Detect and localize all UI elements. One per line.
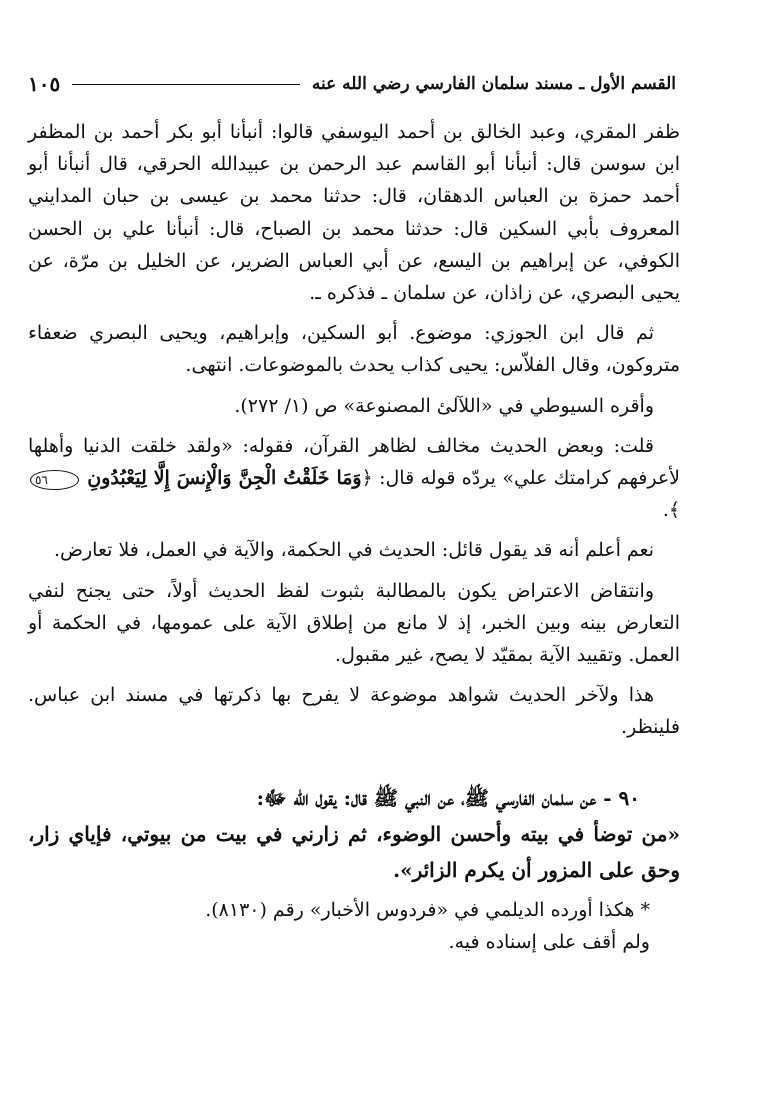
quran-close-text: ﴾. xyxy=(662,499,680,522)
quran-verse: وَمَا خَلَقْتُ الْجِنَّ وَالْإِنسَ إِلَّا لِيَعْبُدُونِ xyxy=(87,467,362,490)
note-daylami: * هكذا أورده الديلمي في «فردوس الأخبار» رقم (٨١٣٠). xyxy=(205,898,650,921)
hadith-text: «من توضأ في بيته وأحسن الوضوء، ثم زارني في بيت من بيوتي، فإياي زار، وحق على المزور أن يكرم الزائر». xyxy=(28,821,680,882)
paragraph-ibn-jawzi: ثم قال ابن الجوزي: موضوع. أبو السكين، وإبراهيم، ويحيى البصري ضعفاء متروكون، وقال الفلاّس: يحيى كذاب يحدث بالموضوعات. انتهى. xyxy=(28,322,680,377)
paragraph-shawahid: هذا ولآخر الحديث شواهد موضوعة لا يفرح بها ذكرتها في مسند ابن عباس. فلينظر. xyxy=(28,684,680,739)
page-body xyxy=(28,116,680,958)
paragraph-quran-objection xyxy=(28,430,680,527)
ayah-number-badge: ٥٦ xyxy=(30,470,79,490)
paragraph-possible-reply: نعم أعلم أنه قد يقول قائل: الحديث في الحكمة، والآية في العمل، فلا تعارض. xyxy=(53,539,654,562)
page-number: ١٠٥ xyxy=(28,72,61,96)
hadith-heading: ٩٠ - عن سلمان الفارسي ﷺ، عن النبي ﷺ قال: يقول الله ﷻ: xyxy=(256,785,640,810)
page-header xyxy=(28,68,676,100)
running-title: القسم الأول ـ مسند سلمان الفارسي رضي الله عنه xyxy=(311,74,676,94)
paragraph-rebuttal: وانتقاض الاعتراض يكون بالمطالبة بثبوت لفظ الحديث أولاً، حتى يجنح لنفي التعارض بينه وبين الخبر، إذ لا مانع من إطلاق الآية على عمومها، في الحكمة أو العمل. وتقييد الآية بمقيّد لا يصح، غير مقبول. xyxy=(28,579,680,667)
header-rule xyxy=(72,84,300,85)
paragraph-suyuti: وأقره السيوطي في «اللآلئ المصنوعة» ص (١/ ٢٧٢). xyxy=(234,394,654,417)
quran-intro-text: قلت: وبعض الحديث مخالف لظاهر القرآن، فقوله: «ولقد خلقت الدنيا وأهلها لأعرفهم كرامتك علي» يردّه قوله قال: ﴿ xyxy=(28,434,680,490)
note-isnad: ولم أقف على إسناده فيه. xyxy=(448,930,650,953)
paragraph-isnad: ظفر المقري، وعبد الخالق بن أحمد اليوسفي قالوا: أنبأنا أبو بكر أحمد بن المظفر ابن سوسن قال: أنبأنا أبو القاسم عبد الرحمن بن عبيدالله الحرقي، قال أنبأنا أبو أحمد حمزة بن العباس الدهقان، قال: حدثنا محمد بن عيسى بن حبان المدايني المعروف بأبي السكين قال: حدثنا محمد بن الصباح، قال: أنبأنا علي بن الحسن الكوفي، عن إبراهيم بن اليسع، عن أبي العباس الضرير، عن الخليل بن مرّة، عن يحيى البصري، عن زاذان، عن سلمان ـ فذكره ـ. xyxy=(28,121,680,305)
